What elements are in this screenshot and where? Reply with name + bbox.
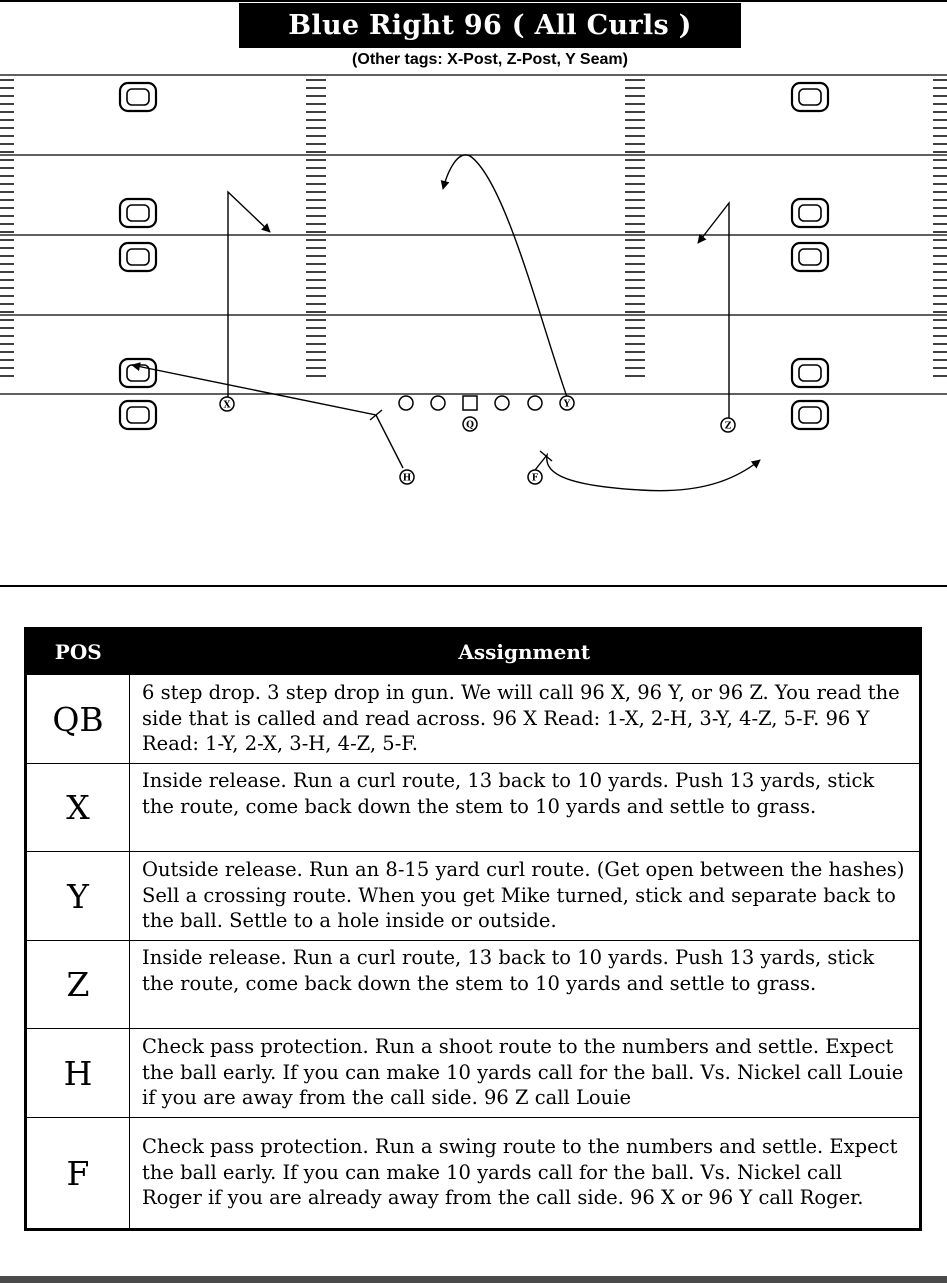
player-z <box>721 418 735 432</box>
yard-number-markers <box>120 83 828 429</box>
yard-number-box-inner <box>799 365 821 381</box>
play-subtitle: (Other tags: X-Post, Z-Post, Y Seam) <box>352 51 628 68</box>
routes <box>132 155 760 491</box>
yard-number-box-inner <box>127 205 149 221</box>
yard-number-box <box>120 243 156 271</box>
table-row <box>26 852 921 941</box>
y-route <box>443 155 567 397</box>
f-route-tick <box>540 451 552 461</box>
play-diagram <box>0 0 947 590</box>
yard-number-box-inner <box>127 407 149 423</box>
yard-number-box-inner <box>127 89 149 105</box>
offensive-line <box>399 396 542 410</box>
player-f-label: F <box>531 473 539 484</box>
section-divider <box>0 585 947 587</box>
table-header-row <box>26 629 921 675</box>
yard-number-box <box>120 359 156 387</box>
x-route <box>228 192 270 397</box>
assignment-cell: Check pass protection. Run a swing route to the numbers and settle. Expect the ball early. If you can make 10 yards call for the ball. Vs. Nickel call Roger if you are already away from the call side. 96 X or 96 Y call Roger. <box>130 1118 921 1230</box>
table-row <box>26 941 921 1029</box>
f-route <box>535 455 760 491</box>
lineman <box>495 396 509 410</box>
lineman <box>399 396 413 410</box>
table-row <box>26 764 921 852</box>
yard-number-box-inner <box>799 89 821 105</box>
player-f <box>528 470 542 484</box>
player-q-label: Q <box>466 420 474 431</box>
yard-number-box <box>792 199 828 227</box>
player-h <box>400 470 414 484</box>
yard-number-box <box>120 199 156 227</box>
play-title: Blue Right 96 ( All Curls ) <box>239 3 741 48</box>
player-h-label: H <box>402 473 412 484</box>
player-z-label: Z <box>724 421 732 432</box>
yard-lines <box>0 75 947 394</box>
assignment-cell: Inside release. Run a curl route, 13 back to 10 yards. Push 13 yards, stick the route, come back down the stem to 10 yards and settle to grass. <box>130 764 921 852</box>
pos-cell: H <box>26 1029 130 1118</box>
assignment-table <box>24 627 922 1231</box>
h-route-tick <box>370 410 382 420</box>
assignment-header: Assignment <box>130 629 921 675</box>
pos-cell: F <box>26 1118 130 1230</box>
player-y <box>560 396 574 410</box>
assignment-cell: Outside release. Run an 8-15 yard curl route. (Get open between the hashes) Sell a crossing route. When you get Mike turned, stick and separate back to the ball. Settle to a hole inside or outside. <box>130 852 921 941</box>
yard-number-box <box>792 83 828 111</box>
yard-number-box-inner <box>127 249 149 265</box>
yard-number-box <box>792 359 828 387</box>
pos-cell: QB <box>26 675 130 764</box>
player-y-label: Y <box>563 399 571 410</box>
player-q <box>463 417 477 431</box>
yard-number-box <box>120 83 156 111</box>
table-row <box>26 1118 921 1230</box>
h-route <box>132 365 403 468</box>
yard-number-box <box>792 401 828 429</box>
lineman <box>528 396 542 410</box>
assignment-cell: Check pass protection. Run a shoot route to the numbers and settle. Expect the ball early. If you can make 10 yards call for the ball. Vs. Nickel call Louie if you are away from the call side. 96 Z call Louie <box>130 1029 921 1118</box>
player-x <box>220 397 234 411</box>
pos-cell: X <box>26 764 130 852</box>
pos-header: POS <box>26 629 130 675</box>
yard-number-box <box>120 401 156 429</box>
table-row <box>26 675 921 764</box>
lineman <box>431 396 445 410</box>
pos-cell: Y <box>26 852 130 941</box>
bottom-bar <box>0 1276 947 1283</box>
yard-number-box-inner <box>799 407 821 423</box>
center-square <box>463 396 477 410</box>
table-row <box>26 1029 921 1118</box>
yard-number-box <box>792 243 828 271</box>
yard-number-box-inner <box>799 205 821 221</box>
assignment-cell: 6 step drop. 3 step drop in gun. We will call 96 X, 96 Y, or 96 Z. You read the side that is called and read across. 96 X Read: 1-X, 2-H, 3-Y, 4-Z, 5-F. 96 Y Read: 1-Y, 2-X, 3-H, 4-Z, 5-F. <box>130 675 921 764</box>
yard-number-box-inner <box>799 249 821 265</box>
pos-cell: Z <box>26 941 130 1029</box>
assignment-cell: Inside release. Run a curl route, 13 back to 10 yards. Push 13 yards, stick the route, come back down the stem to 10 yards and settle to grass. <box>130 941 921 1029</box>
player-x-label: X <box>223 400 231 411</box>
